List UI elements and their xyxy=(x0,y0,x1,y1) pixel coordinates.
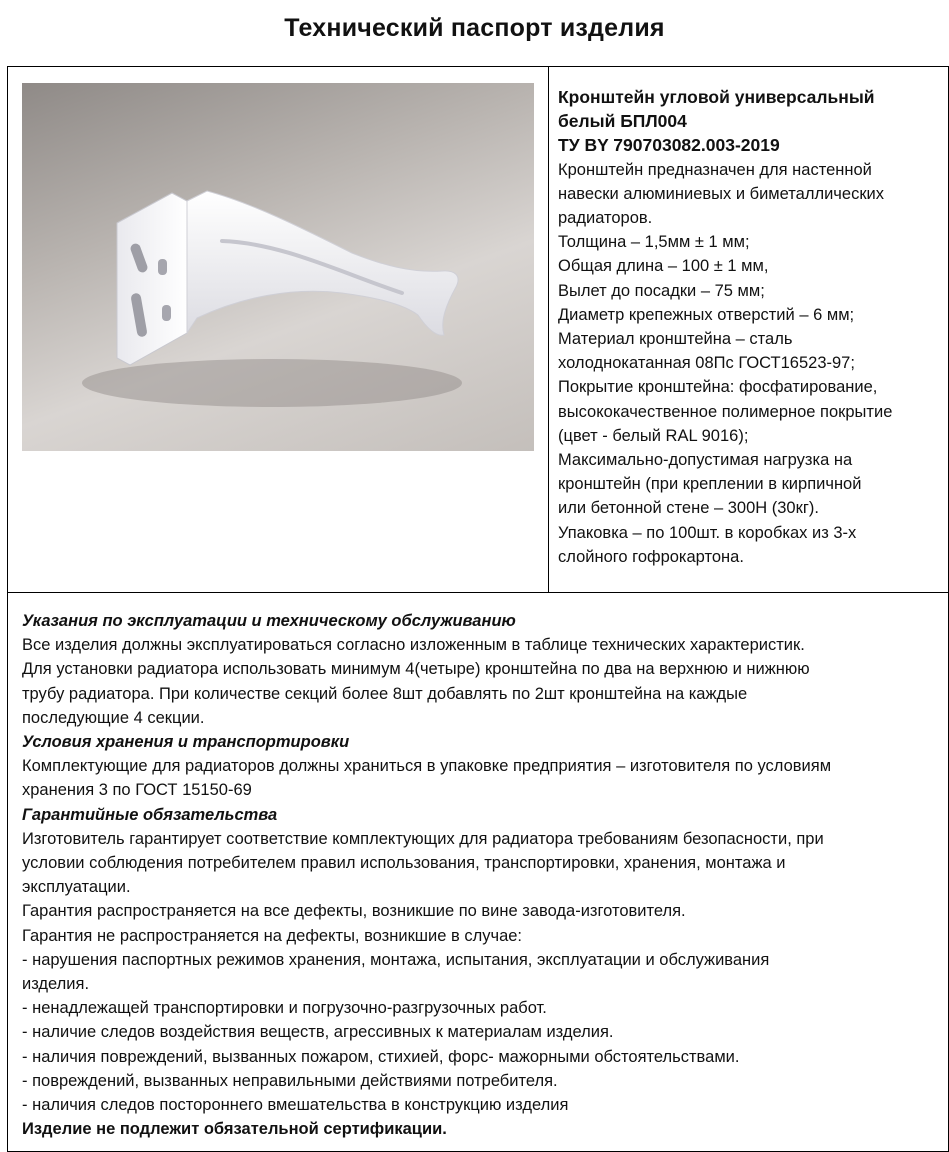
spec-line: Максимально-допустимая нагрузка на xyxy=(558,451,853,470)
spec-line: (цвет - белый RAL 9016); xyxy=(558,426,749,445)
storage-heading: Условия хранения и транспортировки xyxy=(22,733,350,752)
storage-line: хранения 3 по ГОСТ 15150-69 xyxy=(22,781,252,800)
spec-line: холоднокатанная 08Пс ГОСТ16523-97; xyxy=(558,354,855,373)
spec-line: кронштейн (при креплении в кирпичной xyxy=(558,475,862,494)
spec-line: Кронштейн предназначен для настенной xyxy=(558,160,872,179)
warranty-line: - наличия следов постороннего вмешательства в конструкцию изделия xyxy=(22,1096,569,1115)
product-tu: ТУ BY 790703082.003-2019 xyxy=(558,135,780,156)
operation-line: трубу радиатора. При количестве секций более 8шт добавлять по 2шт кронштейна на каждые xyxy=(22,684,748,703)
operation-line: Для установки радиатора использовать минимум 4(четыре) кронштейна по два на верхнюю и нижнюю xyxy=(22,660,810,679)
warranty-line: - наличие следов воздействия веществ, агрессивных к материалам изделия. xyxy=(22,1023,614,1042)
spec-line: Диаметр крепежных отверстий – 6 мм; xyxy=(558,305,855,324)
warranty-line: - ненадлежащей транспортировки и погрузочно-разгрузочных работ. xyxy=(22,999,547,1018)
certification-note: Изделие не подлежит обязательной сертификации. xyxy=(22,1120,447,1139)
warranty-heading: Гарантийные обязательства xyxy=(22,805,278,824)
product-spec xyxy=(558,85,943,569)
page-title: Технический паспорт изделия xyxy=(284,14,665,42)
spec-line: Покрытие кронштейна: фосфатирование, xyxy=(558,378,878,397)
product-name-line2: белый БПЛ004 xyxy=(558,111,687,132)
spec-line: Материал кронштейна – сталь xyxy=(558,330,793,349)
instructions-text xyxy=(22,609,942,1141)
spec-line: Толщина – 1,5мм ± 1 мм; xyxy=(558,233,750,252)
product-name-line1: Кронштейн угловой универсальный xyxy=(558,87,875,107)
operation-heading: Указания по эксплуатации и техническому обслуживанию xyxy=(22,612,516,630)
spec-line: Общая длина – 100 ± 1 мм, xyxy=(558,257,769,276)
spec-line: навески алюминиевых и биметаллических xyxy=(558,184,885,203)
card-divider xyxy=(548,66,549,593)
storage-line: Комплектующие для радиаторов должны храниться в упаковке предприятия – изготовителя по условиям xyxy=(22,757,832,776)
warranty-line: эксплуатации. xyxy=(22,878,131,897)
warranty-line: условии соблюдения потребителем правил использования, транспортировки, хранения, монтажа и xyxy=(22,854,786,873)
warranty-line: Гарантия распространяется на все дефекты, возникшие по вине завода-изготовителя. xyxy=(22,902,686,921)
spec-line: радиаторов. xyxy=(558,209,653,228)
spec-line: Вылет до посадки – 75 мм; xyxy=(558,281,765,300)
spec-line: Упаковка – по 100шт. в коробках из 3-х xyxy=(558,523,857,542)
spec-line: слойного гофрокартона. xyxy=(558,547,744,566)
bracket-photo-icon xyxy=(22,83,534,451)
spec-line: высококачественное полимерное покрытие xyxy=(558,402,893,421)
spec-line: или бетонной стене – 300Н (30кг). xyxy=(558,499,819,518)
warranty-line: - повреждений, вызванных неправильными действиями потребителя. xyxy=(22,1071,558,1090)
bracket-photo xyxy=(22,83,534,451)
warranty-line: Гарантия не распространяется на дефекты, возникшие в случае: xyxy=(22,926,523,945)
operation-line: Все изделия должны эксплуатироваться согласно изложенным в таблице технических характеристик. xyxy=(22,636,805,655)
warranty-line: - наличия повреждений, вызванных пожаром, стихией, форс- мажорными обстоятельствами. xyxy=(22,1047,740,1066)
warranty-line: изделия. xyxy=(22,975,90,994)
warranty-line: Изготовитель гарантирует соответствие комплектующих для радиатора требованиям безопасности, при xyxy=(22,829,824,848)
operation-line: последующие 4 секции. xyxy=(22,708,205,727)
warranty-line: - нарушения паспортных режимов хранения, монтажа, испытания, эксплуатации и обслуживания xyxy=(22,950,770,969)
